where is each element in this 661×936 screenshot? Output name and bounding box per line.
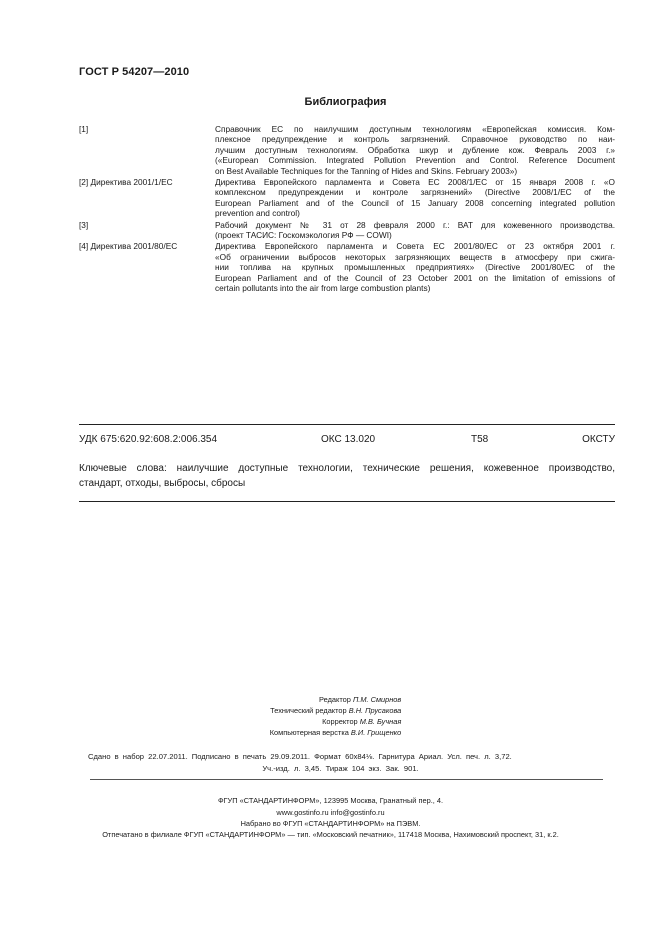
bibliography-text [215,241,615,293]
publishing-line-1: Сдано в набор 22.07.2011. Подписано в печать 29.09.2011. Формат 60х84⅛. Гарнитура Ариал. Усл. печ. л. 3,72. [88,752,512,761]
bibliography-text [215,124,615,176]
bibliography-title-wrap [0,96,661,108]
bibliography-line: on Best Available Techniques for the Tanning of Hides and Skins. February 2003») [215,165,518,176]
bibliography-ref: [2] Директива 2001/1/ЕС [79,177,173,188]
keywords-line: стандарт, отходы, выбросы, сбросы [79,478,246,489]
corrector-line [270,716,402,727]
bibliography-line: European Parliament and of the Council of 15 January 2008 concerning integrated pollution [215,197,615,208]
credits-block [0,694,661,738]
bibliography-line: («European Commission. Integrated Pollution Prevention and Control. Reference Document [215,155,615,166]
layout-line [270,727,402,738]
oks-code: ОКС 13.020 [321,434,376,445]
editor-label: Редактор [319,695,351,704]
standard-header: ГОСТ Р 54207—2010 [79,66,190,78]
bibliography-ref: [3] [79,219,89,230]
publishing-line-2-wrap [0,764,661,773]
divider-bottom [79,501,615,502]
udk-code: УДК 675:620.92:608.2:006.354 [79,434,218,445]
divider-thin [90,779,603,780]
bibliography-line: Рабочий документ № 31 от 28 февраля 2000 г.: ВАТ для кожевенного производства. [215,219,615,230]
bibliography-entry [79,220,615,241]
bibliography-line: Директива Европейского парламента и Совета ЕС 2008/1/ЕС от 15 января 2008 г. «О [215,177,615,188]
category-code: Т58 [471,434,489,445]
editor-name: П.М. Смирнов [352,695,402,704]
editor-line [270,694,402,705]
corrector-name: М.В. Бучная [359,717,402,726]
bibliography-line: certain pollutants into the air from large combustion plants) [215,283,431,294]
bibliography-line: лучшим доступным технологиям. Обработка шкур и дубление кож. Февраль 2003 г.» [215,144,615,155]
bibliography-line: Директива Европейского парламента и Совета ЕС 2001/80/ЕС от 23 октября 2001 г. [215,241,615,252]
bibliography-line: комплексном предупреждении и контроле загрязнений» (Directive 2008/1/EC of the [215,187,615,198]
divider-top [79,424,615,425]
layout-name: В.И. Грищенко [350,728,402,737]
printer-printed: Отпечатано в филиале ФГУП «СТАНДАРТИНФОРМ» — тип. «Московский печатник», 117418 Москва, Нахимовский проспект, 31, к.2. [102,830,559,839]
keywords-line: Ключевые слова: наилучшие доступные технологии, технические решения, кожевенное производство, [79,463,615,474]
bibliography-line: prevention and control) [215,208,300,219]
tech-editor-name: В.Н. Прусакова [348,706,402,715]
tech-editor-line [270,705,402,716]
printer-typeset: Набрано во ФГУП «СТАНДАРТИНФОРМ» на ПЭВМ. [240,819,421,828]
bibliography-line: «Об ограничении выбросов некоторых загрязняющих веществ в атмосферу при сжига- [215,251,615,262]
bibliography-line: плексное предупреждение и контроль загрязнений. Справочное руководство по наи- [215,134,615,145]
layout-label: Компьютерная верстка [269,728,349,737]
bibliography-entry [79,241,615,293]
corrector-label: Корректор [322,717,358,726]
bibliography-entry [79,124,615,176]
bibliography-line: нии топлива на крупных промышленных предприятиях» (Directive 2001/80/EC of the [215,262,615,273]
bibliography-line: European Parliament and of the Council of 23 October 2001 on the limitation of emissions of [215,272,615,283]
bibliography-title: Библиография [304,96,387,108]
bibliography-ref: [1] [79,124,89,134]
keywords-block [79,461,615,491]
bibliography-text [215,177,615,219]
bibliography-entry [79,177,615,219]
tech-editor-label: Технический редактор [270,706,347,715]
bibliography-text [215,220,615,241]
bibliography-line: Справочник ЕС по наилучшим доступным технологиям «Европейская комиссия. Ком- [215,124,615,134]
classification-row [79,434,615,445]
publishing-line-2: Уч.-изд. л. 3,45. Тираж 104 экз. Зак. 901. [262,764,419,773]
printer-address: ФГУП «СТАНДАРТИНФОРМ», 123995 Москва, Гранатный пер., 4. [217,796,444,805]
printer-contacts: www.gostinfo.ru info@gostinfo.ru [276,808,385,817]
bibliography-ref: [4] Директива 2001/80/ЕС [79,241,178,252]
bibliography-list [79,124,615,295]
okstu-label: ОКСТУ [582,434,615,445]
bibliography-line: (проект ТАСИС: Госкомэкология РФ — COWI) [215,230,392,241]
